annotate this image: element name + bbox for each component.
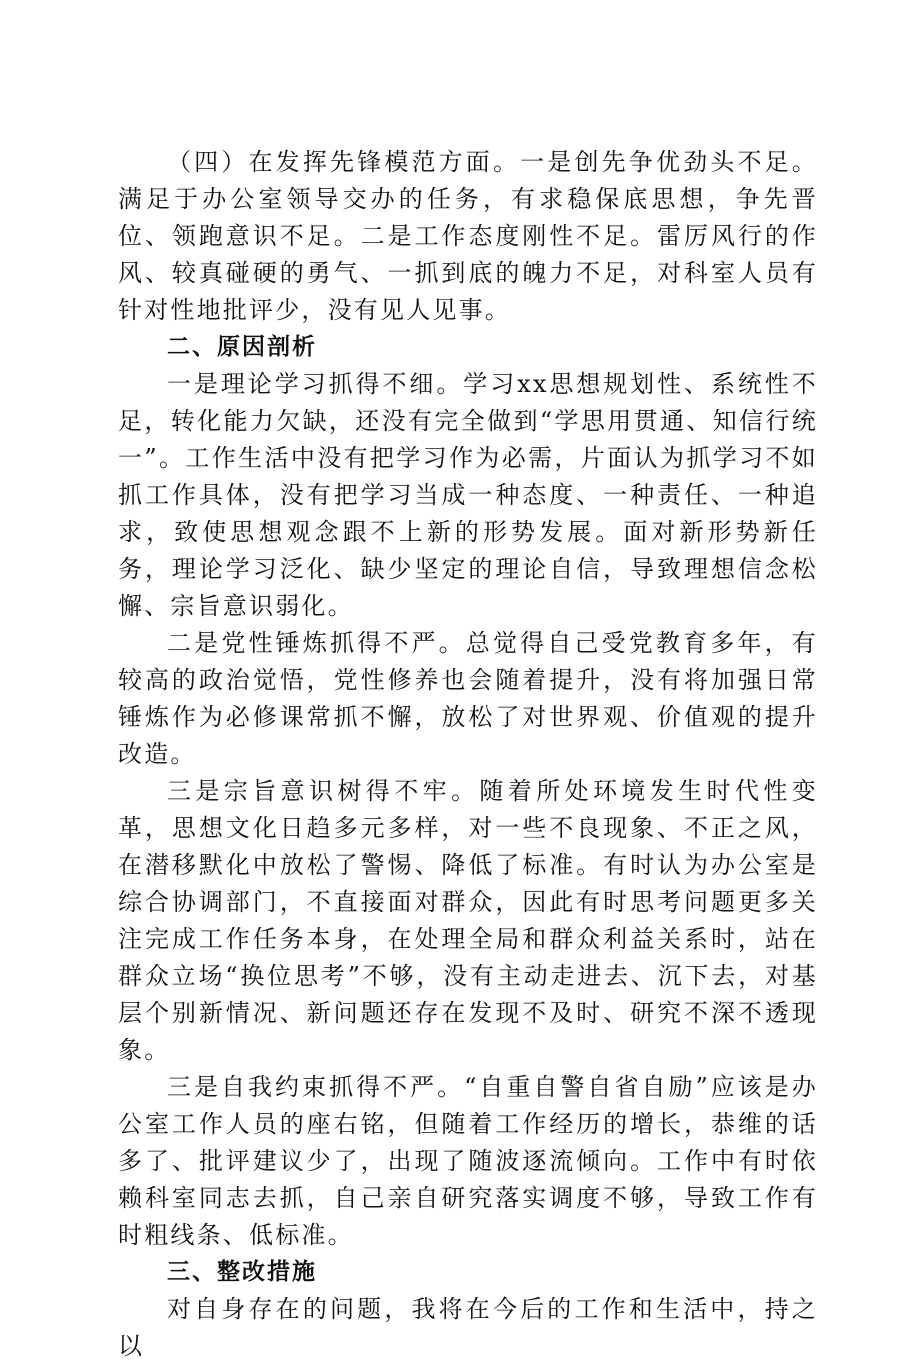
paragraph-vanguard: （四）在发挥先锋模范方面。一是创先争优劲头不足。满足于办公室领导交办的任务，有求稳保底思想，争先晋位、领跑意识不足。二是工作态度刚性不足。雷厉风行的作风、较真碰硬的勇气、一抓到底的魄力不足，对科室人员有针对性地批评少，没有见人见事。 xyxy=(118,148,818,324)
paragraph-self-discipline: 三是自我约束抓得不严。“自重自警自省自励”应该是办公室工作人员的座右铭，但随着工作经历的增长，恭维的话多了、批评建议少了，出现了随波逐流倾向。工作中有时依赖科室同志去抓，自己亲自研究落实调度不够，导致工作有时粗线条、低标准。 xyxy=(118,1073,818,1249)
paragraph-party-spirit: 二是党性锤炼抓得不严。总觉得自己受党教育多年，有较高的政治觉悟，党性修养也会随着提升，没有将加强日常锤炼作为必修课常抓不懈，放松了对世界观、价值观的提升改造。 xyxy=(118,629,818,768)
paragraph-rectification-intro: 对自身存在的问题，我将在今后的工作和生活中，持之以 xyxy=(118,1295,818,1360)
document-body xyxy=(118,144,818,1365)
heading-cause-analysis: 二、原因剖析 xyxy=(167,334,317,360)
paragraph-theory-study: 一是理论学习抓得不细。学习xx思想规划性、系统性不足，转化能力欠缺，还没有完全做到“学思用贯通、知信行统一”。工作生活中没有把学习作为必需，片面认为抓学习不如抓工作具体，没有把学习当成一种态度、一种责任、一种追求，致使思想观念跟不上新的形势发展。面对新形势新任务，理论学习泛化、缺少坚定的理论自信，导致理想信念松懈、宗旨意识弱化。 xyxy=(118,370,818,620)
paragraph-purpose-awareness: 三是宗旨意识树得不牢。随着所处环境发生时代性变革，思想文化日趋多元多样，对一些不良现象、不正之风，在潜移默化中放松了警惕、降低了标准。有时认为办公室是综合协调部门，不直接面对群众，因此有时思考问题更多关注完成工作任务本身，在处理全局和群众利益关系时，站在群众立场“换位思考”不够，没有主动走进去、沉下去，对基层个别新情况、新问题还存在发现不及时、研究不深不透现象。 xyxy=(118,777,818,1064)
heading-rectification-measures: 三、整改措施 xyxy=(167,1259,317,1285)
